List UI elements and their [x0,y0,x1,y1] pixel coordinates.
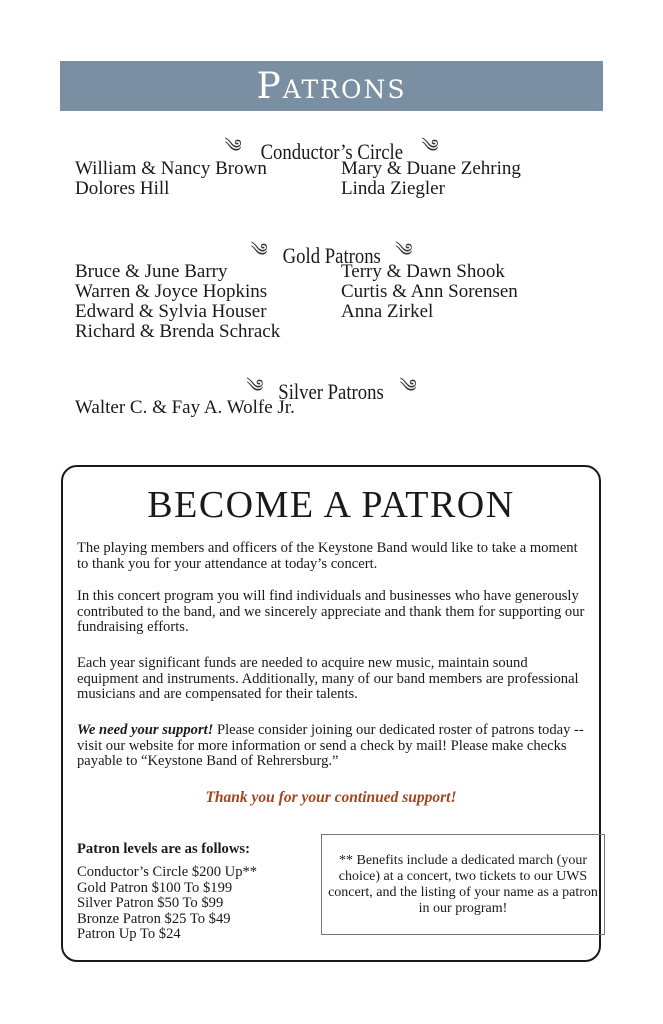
swirl-left-icon: ༄ [224,136,242,157]
section-title: Silver Patrons [278,379,385,404]
swirl-right-icon: ༄ [395,240,413,261]
patron-name: Edward & Sylvia Houser [75,301,267,322]
swirl-left-icon: ༄ [250,240,268,261]
patron-name: Mary & Duane Zehring [341,158,521,179]
patron-name: Terry & Dawn Shook [341,261,505,282]
support-paragraph [77,723,589,770]
patron-name: Richard & Brenda Schrack [75,321,281,342]
benefits-note [321,834,605,935]
page-title: Patrons [256,65,407,107]
patron-name: Curtis & Ann Sorensen [341,281,518,302]
names-list-gold-patrons [75,262,603,342]
patron-name: Anna Zirkel [341,301,434,322]
funds-paragraph: Each year significant funds are needed to acquire new music, maintain sound equipment and instruments. Additionally, many of our band members are professional musicians and are compensated for their talents. [77,655,579,702]
patron-name: William & Nancy Brown [75,158,267,179]
support-text: Please consider joining our dedicated roster of patrons today -- visit our website for more information or send a check by mail! Please make checks payable to “Keystone Band of Rehrersburg.” [77,722,584,769]
level-item: Conductor’s Circle $200 Up** [77,864,258,880]
become-patron-title: BECOME A PATRON [147,484,515,526]
swirl-right-icon: ༄ [399,376,417,397]
patron-name: Linda Ziegler [341,178,445,199]
patron-name: Bruce & June Barry [75,261,228,282]
thank-you-text: Thank you for your continued support! [205,789,457,806]
patron-name: Walter C. & Fay A. Wolfe Jr. [75,397,295,418]
patrons-banner [60,61,603,111]
names-list-silver-patrons [75,398,603,418]
levels-list [77,865,257,943]
level-item: Bronze Patron $25 To $49 [77,910,231,927]
patron-name: Dolores Hill [75,178,170,199]
levels-heading: Patron levels are as follows: [77,841,250,857]
intro-paragraph: The playing members and officers of the Keystone Band would like to take a moment to thank you for your attendance at today’s concert. [77,540,578,572]
level-item: Gold Patron $100 To $199 [77,879,233,896]
program-paragraph: In this concert program you will find individuals and businesses who have generously contributed to the band, and we sincerely appreciate and thank them for supporting our fundraising efforts. [77,588,585,635]
swirl-left-icon: ༄ [246,376,264,397]
section-title: Gold Patrons [282,243,381,268]
names-list-conductors-circle [75,159,603,199]
support-lead: We need your support! [77,722,214,738]
swirl-right-icon: ༄ [421,136,439,157]
patron-name: Warren & Joyce Hopkins [75,281,268,302]
become-patron-box [61,465,601,962]
section-title: Conductor’s Circle [260,139,403,164]
level-item: Silver Patron $50 To $99 [77,895,224,911]
benefits-text: ** Benefits include a dedicated march (your choice) at a concert, two tickets to our UWS concert, and the listing of your name as a patron in our program! [328,852,598,916]
level-item: Patron Up To $24 [77,926,181,942]
